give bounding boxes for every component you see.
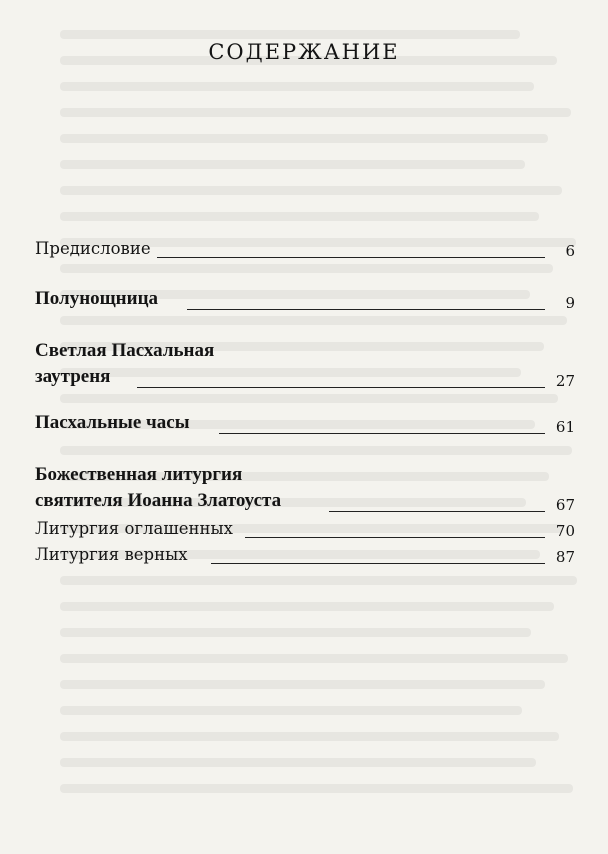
- toc-page-number: 9: [565, 294, 575, 312]
- toc-entry: [35, 286, 575, 312]
- bleed-line: [60, 784, 573, 793]
- bleed-line: [60, 706, 522, 715]
- bleed-line: [60, 732, 559, 741]
- toc-page-number: 70: [555, 522, 575, 540]
- bleed-line: [60, 654, 568, 663]
- bleed-line: [60, 446, 572, 455]
- toc-leader-line: [211, 563, 545, 564]
- toc-entry-title: Литургия верных: [35, 545, 188, 564]
- toc-entry-title: Пасхальные часы: [35, 412, 190, 433]
- toc-page-number: 27: [555, 372, 575, 390]
- bleed-line: [60, 316, 567, 325]
- toc-entry: [35, 514, 575, 540]
- toc-entry-title: заутреня: [35, 366, 111, 387]
- toc-page-number: 6: [565, 242, 575, 260]
- toc-entry: [35, 410, 575, 436]
- toc-entry-title: святителя Иоанна Златоуста: [35, 490, 282, 511]
- bleed-line: [60, 186, 562, 195]
- toc-leader-line: [187, 309, 545, 310]
- bleed-line: [60, 108, 571, 117]
- bleed-line: [60, 628, 531, 637]
- toc-page-number: 61: [555, 418, 575, 436]
- bleed-line: [60, 680, 545, 689]
- bleed-line: [60, 134, 548, 143]
- bleed-line: [60, 212, 539, 221]
- bleed-line: [60, 264, 553, 273]
- toc-leader-line: [157, 257, 545, 258]
- bleed-line: [60, 30, 520, 39]
- toc-entry: [35, 234, 575, 260]
- bleed-line: [60, 602, 554, 611]
- bleed-line: [60, 82, 534, 91]
- toc-entry: [35, 540, 575, 566]
- bleed-line: [60, 758, 536, 767]
- bleed-line: [60, 160, 525, 169]
- toc-entry-title: Божественная литургия: [35, 464, 243, 485]
- toc-leader-line: [137, 387, 545, 388]
- toc-entry-title: Литургия оглашенных: [35, 519, 233, 538]
- toc-page-number: 87: [555, 548, 575, 566]
- bleed-line: [60, 394, 558, 403]
- toc-entry-title: Полунощница: [35, 288, 159, 309]
- toc-entry-title: Предисловие: [35, 239, 151, 258]
- toc-entry-title: Светлая Пасхальная: [35, 340, 215, 361]
- page-title: СОДЕРЖАНИЕ: [208, 40, 400, 65]
- toc-leader-line: [219, 433, 545, 434]
- toc-entry: [35, 462, 575, 514]
- toc-leader-line: [245, 537, 545, 538]
- bleed-line: [60, 576, 577, 585]
- toc-leader-line: [329, 511, 545, 512]
- toc-entry: [35, 338, 575, 390]
- toc-page-number: 67: [555, 496, 575, 514]
